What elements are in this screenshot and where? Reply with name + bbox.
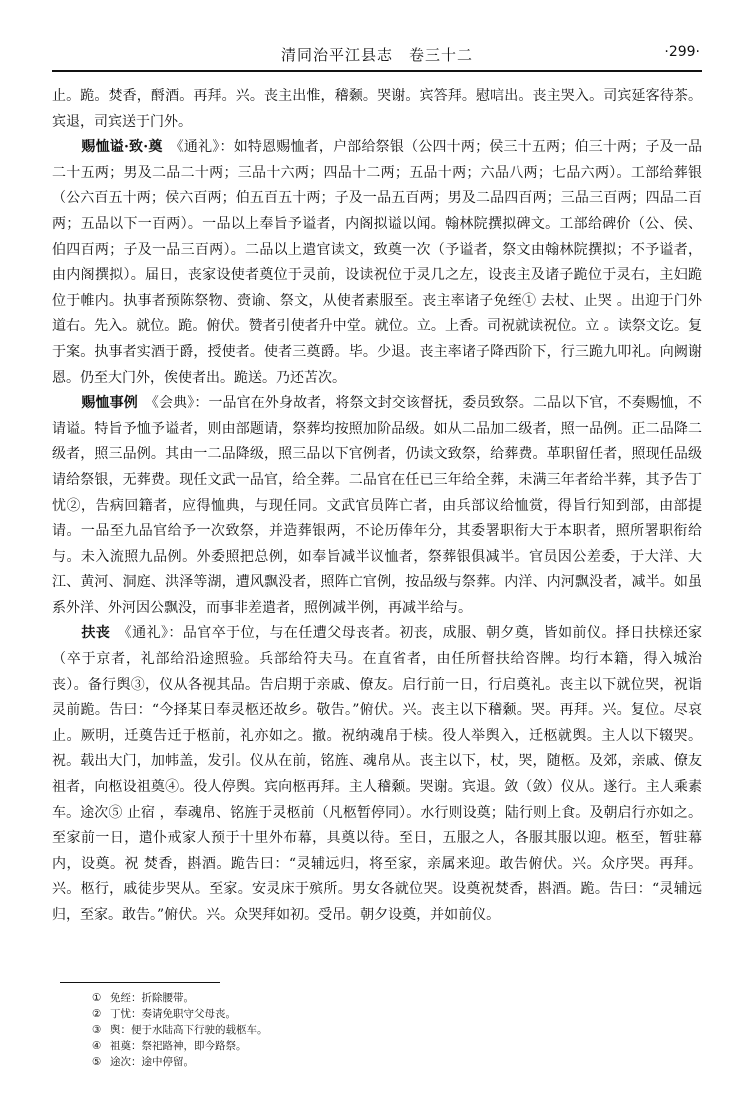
footnote-text: 舆：便于水陆高下行驶的载柩车。 [110,1024,268,1036]
section-escort-coffin [52,621,702,928]
paragraph-text: 《会典》：一品官在外身故者，将祭文封交该督抚，委员致祭。二品以下官，不奏赐恤，不请谥。特旨予恤予谥者，则由部题请，祭葬均按照加阶品级。如从二品加二级者，照一品例。正二品降二级者，照三品例。其由一二品降级，照三品以下官例者，仍读文致祭，给葬费。革职留任者，照现任品级请给祭银，无葬费。现任文武一品官，给全葬。二品官在任已三年给全葬，未满三年者给半葬，其予告丁忧②，告病回籍者，应得恤典，与现任同。文武官员阵亡者，由兵部议给恤赏，得旨行知到部，由部提请。一品至九品官给予一次致祭，并造葬银两，不论历俸年分，其委署职衔大于本职者，照所署职衔给与。未入流照九品例。外委照把总例，如奉旨减半议恤者，祭葬银俱减半。官员因公差委，于大洋、大江、黄河、洞庭、洪泽等湖，遭风飘没者，照阵亡官例，按品级与祭葬。内洋、内河飘没者，减半。如虽系外洋、外河因公飘没，而事非差遣者，照例减半例，再减半给与。 [52,395,703,616]
section-heading: 扶丧 [81,625,111,642]
footnote-number: ④ [92,1040,102,1052]
paragraph-continuation [52,84,702,135]
page-number: ·299· [664,44,700,60]
page-header [52,40,702,72]
footnote-divider [60,982,220,983]
running-title: 清同治平江县志 卷三十二 [280,46,473,64]
footnote [92,1038,592,1054]
section-precedents [52,391,702,621]
footnote-text: 途次：途中停留。 [110,1056,194,1068]
footnote-number: ① [92,992,102,1004]
footnote-text: 祖奠：祭祀路神，即今路祭。 [110,1040,247,1052]
footnote-number: ③ [92,1024,102,1036]
section-heading: 赐恤事例 [81,395,138,412]
footnote-text: 免绖：折除腰带。 [110,992,194,1004]
footnote [92,1054,592,1070]
paragraph-text: 止。跪。焚香，酹酒。再拜。兴。丧主出惟，稽颡。哭谢。宾答拜。慰唁出。丧主哭入。司宾延客待茶。宾退，司宾送于门外。 [52,88,702,130]
paragraph-text: 《通礼》：品官卒于位，与在任遭父母丧者。初丧，成服、朝夕奠，皆如前仪。择日扶榇还家（卒于京者，礼部给沿途照验。兵部给符夫马。在直省者，由任所督扶给咨牌。均行本籍，得入城治丧）。备行舆③，仪从各视其品。告启期于亲戚、僚友。启行前一日，行启奠礼。丧主以下就位哭，祝诣灵前跪。告曰：“今择某日奉灵柩还故乡。敬告。”俯伏。兴。丧主以下稽颡。哭。再拜。兴。复位。尽哀止。厥明，迁奠告迁于柩前，礼亦如之。撤。祝纳魂帛于椟。役人举舆入，迁柩就舆。主人以下辍哭。祝。载出大门，加帏盖，发引。仪从在前，铭旌、魂帛从。丧主以下，杖，哭，随柩。及郊，亲戚、僚友祖者，向柩设祖奠④。役人停舆。宾向柩再拜。主人稽颡。哭谢。宾退。敛（敛）仪从。遂行。主人乘素车。途次⑤ 止宿 ，奉魂帛、铭旌于灵柩前（凡柩暂停同）。水行则设奠；陆行则上食。及朝启行亦如之。至家前一日，遣仆戒家人预于十里外布幕，具奠以待。至日，五服之人，各服其服以迎。柩至，暂驻幕内，设奠。祝 焚香，斟酒。跪告曰：“灵辅远归，将至家，亲属来迎。敢告俯伏。兴。众序哭。再拜。兴。柩行，戚徒步哭从。至家。安灵床于殡所。男女各就位哭。设奠祝焚香，斟酒。跪。告曰：“灵辅远归，至家。敢告。”俯伏。兴。众哭拜如初。受吊。朝夕设奠，并如前仪。 [52,625,703,923]
main-text [52,84,702,929]
footnote-text: 丁忧：奏请免职守父母丧。 [110,1008,236,1020]
section-heading: 赐恤谥·致·奠 [81,139,163,156]
paragraph-text: 《通礼》：如特恩赐恤者，户部给祭银（公四十两；侯三十五两；伯三十两；子及一品二十五两；男及二品二十两；三品十六两；四品十二两；五品十两；六品八两；七品六两）。工部给葬银（公六百五十两；侯六百两；伯五百五十两；子及一品五百两；男及二品四百两；三品三百两；四品二百两；五品以下一百两）。一品以上奉旨予谥者，内阁拟谥以闻。翰林院撰拟碑文。工部给碑价（公、侯、伯四百两；子及一品三百两）。二品以上遣官读文，致奠一次（予谥者，祭文由翰林院撰拟；不予谥者，由内阁撰拟）。届日，丧家设使者奠位于灵前，设读祝位于灵几之左，设丧主及诸子跪位于灵右，主妇跪位于帷内。执事者预陈祭物、赍谕、祭文，从使者素服至。丧主率诸子免绖① 去杖、止哭 。出迎于门外道右。先入。就位。跪。俯伏。赞者引使者升中堂。就位。立。上香。司祝就读祝位。立 。读祭文讫。复于案。执事者实酒于爵，授使者。使者三奠爵。毕。少退。丧主率诸子降西阶下，行三跪九叩礼。向阙谢恩。仍至大门外，俟使者出。跪送。乃还苫次。 [52,139,703,386]
footnote [92,1006,592,1022]
footnotes [92,990,592,1070]
footnote [92,1022,592,1038]
footnote [92,990,592,1006]
section-bestow-honors [52,135,702,391]
footnote-number: ② [92,1008,102,1020]
footnote-number: ⑤ [92,1056,102,1068]
